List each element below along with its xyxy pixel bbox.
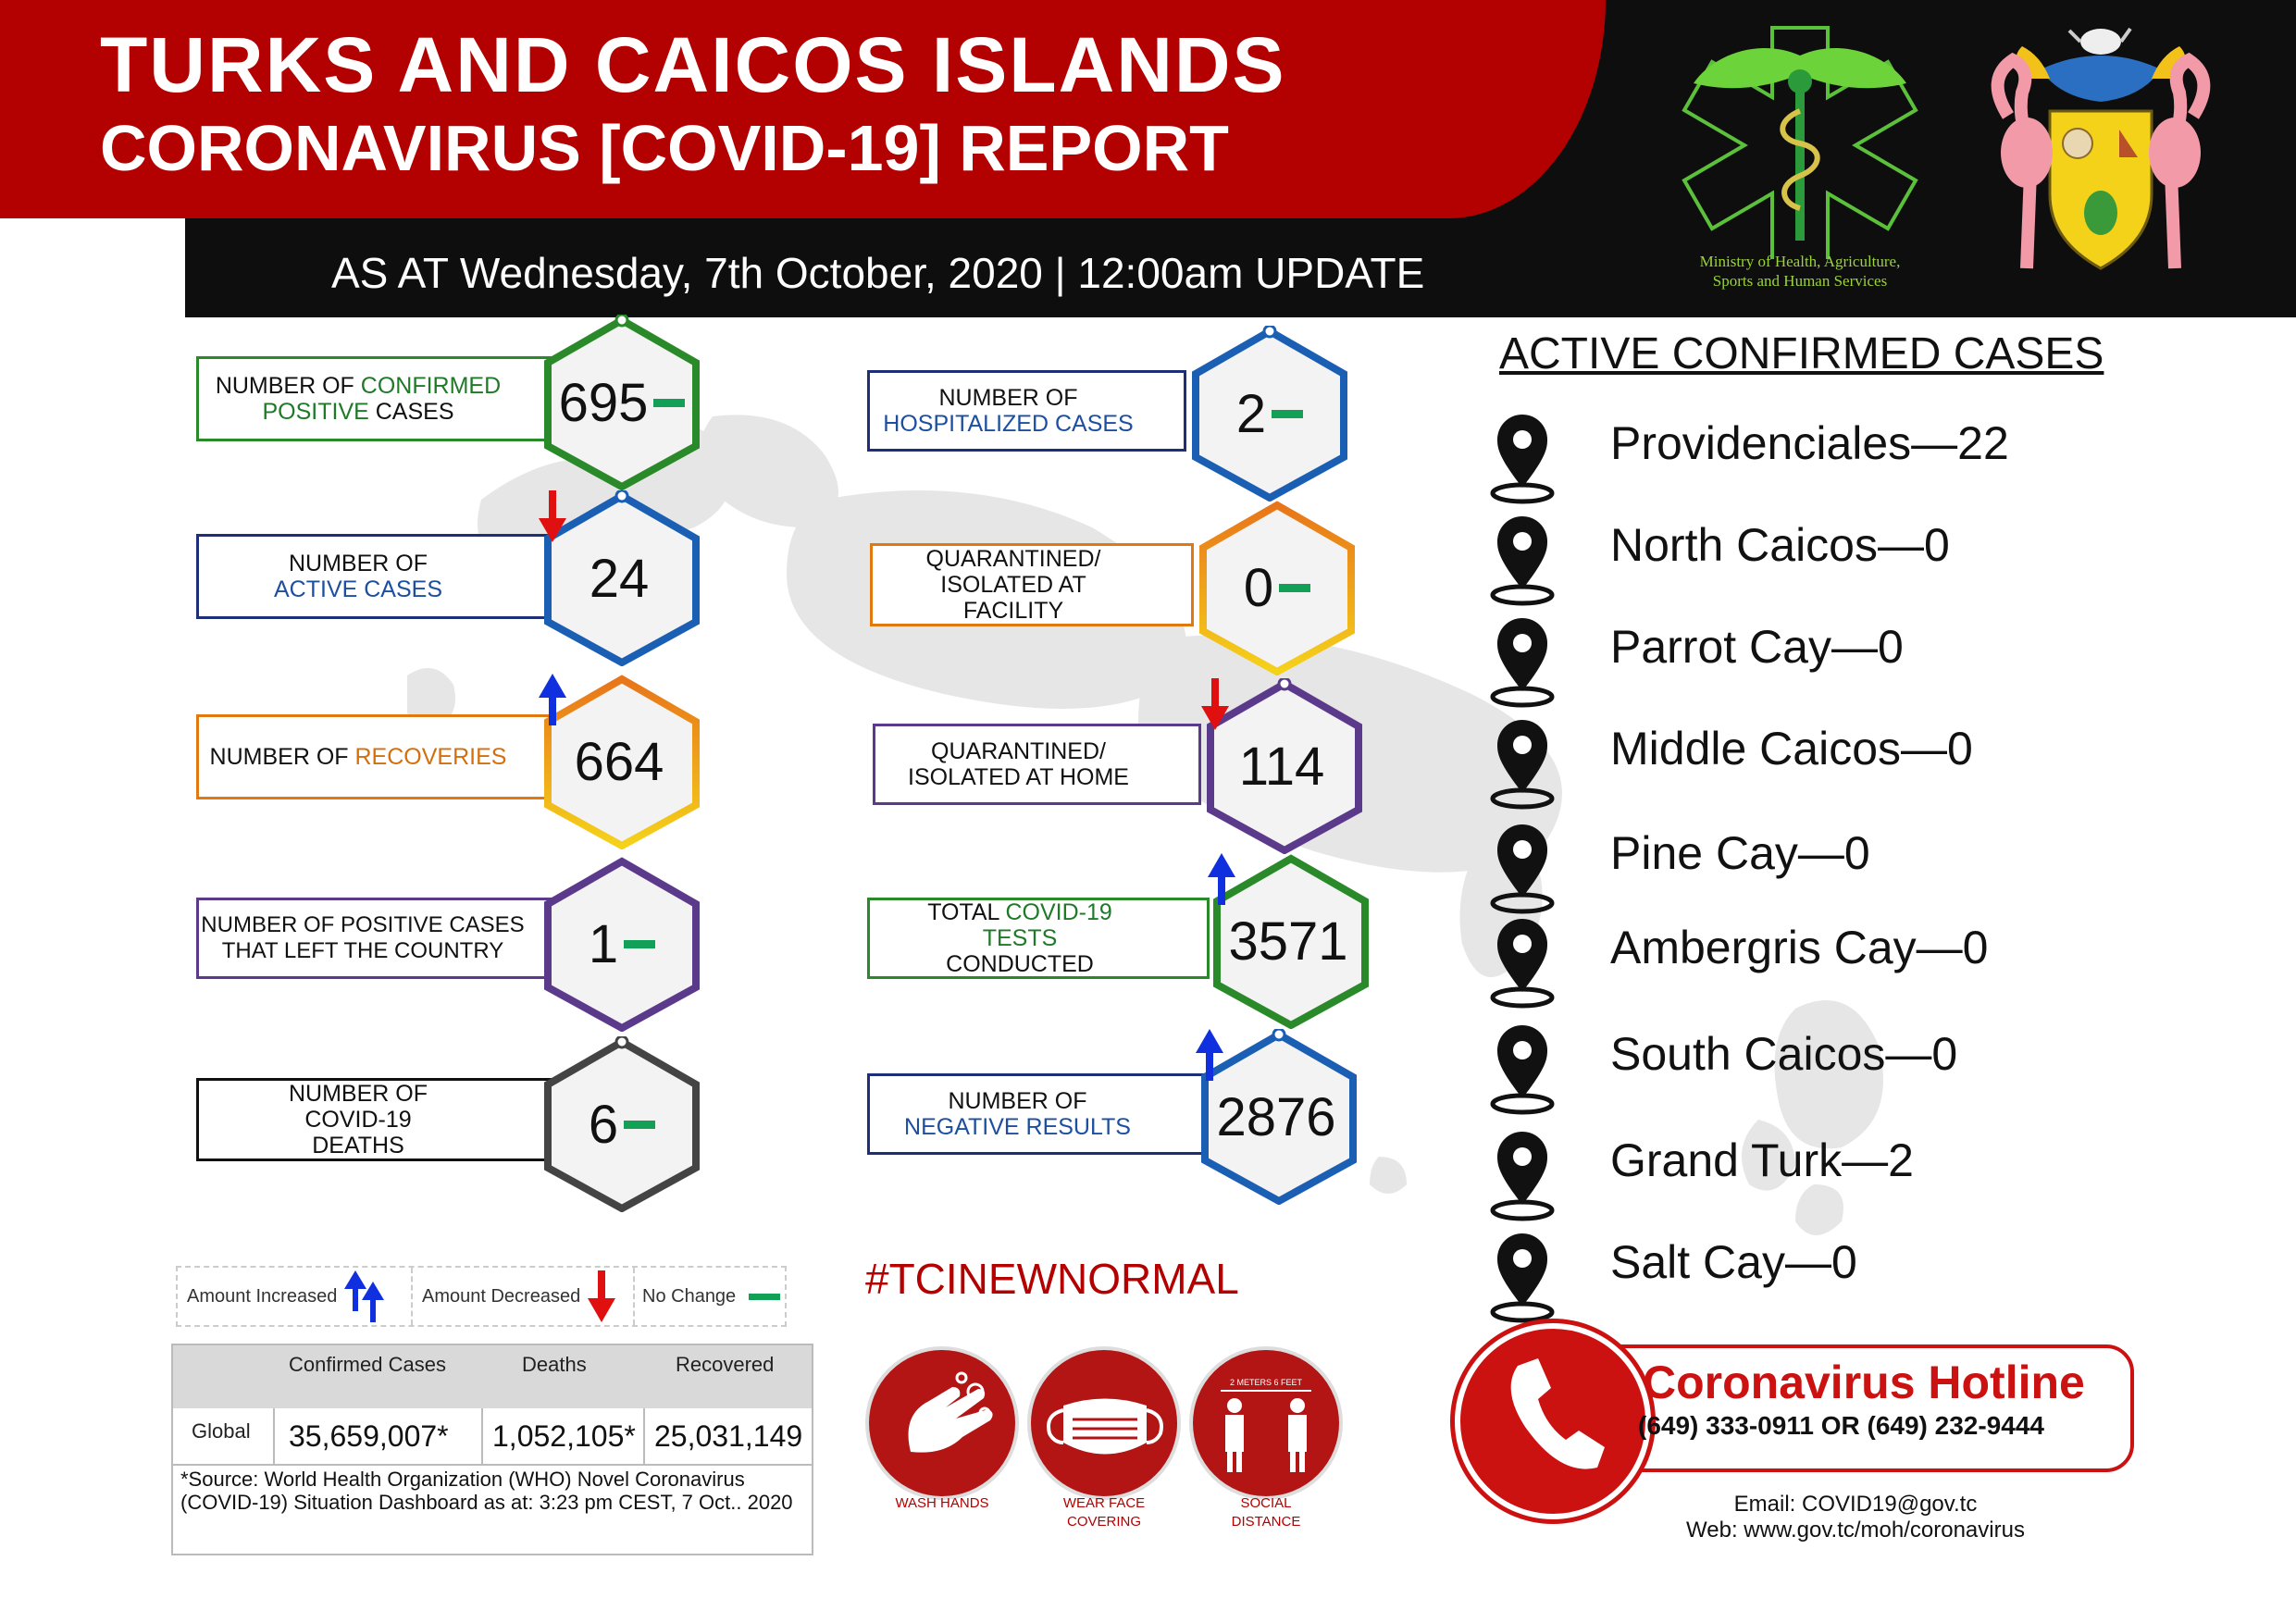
home-isolation-label [873, 724, 1201, 805]
home-isolation-hexagon [1201, 678, 1368, 854]
source-note: *Source: World Health Organization (WHO) Novel Coronavirus (COVID-19) Situation Dashboard as at: 3:23 pm CEST, 7 Oct.. 2020 [180, 1468, 793, 1514]
hashtag: #TCINEWNORMAL [865, 1255, 1239, 1303]
arrow-down-icon [588, 1270, 615, 1322]
divider [481, 1408, 483, 1464]
legend-decreased-label: Amount Decreased [422, 1285, 581, 1307]
ministry-name [1638, 252, 1962, 291]
negative-results-hexagon [1196, 1029, 1362, 1205]
home-isolation-value: 114 [1238, 736, 1325, 797]
label-text: CONDUCTED [946, 951, 1094, 977]
active-case-location: Pine Cay—0 [1610, 827, 1870, 879]
legend-increased [187, 1268, 409, 1325]
active-case-location: Ambergris Cay—0 [1610, 922, 1989, 973]
label-text: CASES [368, 399, 454, 425]
wash-hands-label: WASH HANDS [895, 1495, 989, 1511]
label-highlight: NEGATIVE RESULTS [904, 1114, 1131, 1140]
ministry-name-line2: Sports and Human Services [1712, 272, 1888, 290]
deaths-label [196, 1078, 557, 1161]
phone-icon [1455, 1323, 1651, 1519]
deaths-value: 6 [588, 1094, 619, 1155]
active-cases-value: 24 [589, 548, 650, 609]
active-case-location: Providenciales—22 [1610, 417, 2009, 469]
column-header: Recovered [676, 1353, 775, 1376]
page-subtitle: CORONAVIRUS [COVID-19] REPORT [100, 112, 1229, 184]
label-text: QUARANTINED/ ISOLATED AT FACILITY [925, 546, 1101, 624]
label-text: NUMBER OF COVID-19 DEATHS [289, 1081, 428, 1158]
left-country-hexagon [539, 856, 705, 1032]
legend-increased-label: Amount Increased [187, 1285, 338, 1307]
update-timestamp: AS AT Wednesday, 7th October, 2020 | 12:00am UPDATE [331, 249, 1425, 297]
label-line: COVERING [1066, 1514, 1141, 1530]
tests-value: 3571 [1228, 911, 1348, 972]
active-cases-label [196, 534, 557, 619]
social-distance-icon [1189, 1346, 1343, 1500]
active-case-location: Salt Cay—0 [1610, 1236, 1857, 1288]
label-text: NUMBER OF [938, 385, 1078, 411]
web-link[interactable]: Web: www.gov.tc/moh/coronavirus [1686, 1518, 2025, 1542]
label-text: QUARANTINED/ ISOLATED AT HOME [908, 738, 1129, 790]
global-confirmed-value: 35,659,007* [289, 1419, 449, 1453]
hotline-phone-numbers: (649) 333-0911 OR (649) 232-9444 [1638, 1411, 2044, 1440]
deaths-hexagon [539, 1036, 705, 1212]
double-arrow-up-icon [342, 1269, 389, 1324]
ministry-name-line1: Ministry of Health, Agriculture, [1699, 253, 1901, 270]
label-highlight: CONFIRMED POSITIVE [262, 373, 502, 425]
left-country-value: 1 [588, 913, 619, 974]
active-cases-hexagon [539, 490, 705, 666]
negative-results-label [867, 1073, 1205, 1155]
no-change-icon [624, 940, 655, 948]
column-header: Confirmed Cases [289, 1353, 446, 1376]
tests-label [867, 898, 1210, 979]
label-text: TOTAL [927, 899, 1006, 925]
row-label: Global [192, 1419, 251, 1443]
facility-value: 0 [1243, 557, 1274, 618]
location-pin-icon [1490, 615, 1555, 708]
arrow-up-icon [539, 674, 566, 725]
left-country-label [196, 898, 557, 979]
hospitalized-value: 2 [1235, 383, 1267, 444]
recoveries-value: 664 [574, 731, 664, 792]
active-case-location: Grand Turk—2 [1610, 1134, 1914, 1186]
no-change-icon [1279, 584, 1310, 592]
coat-of-arms [1971, 14, 2230, 291]
active-case-location: South Caicos—0 [1610, 1028, 1958, 1080]
recoveries-label [196, 714, 557, 799]
no-change-icon [624, 1121, 655, 1129]
label-text: NUMBER OF [209, 744, 355, 770]
label-line: DISTANCE [1231, 1514, 1301, 1530]
tests-hexagon [1208, 853, 1374, 1029]
location-pin-icon [1490, 1231, 1555, 1323]
legend-no-change [633, 1268, 794, 1325]
social-distance-label [1187, 1494, 1345, 1531]
active-case-location: North Caicos—0 [1610, 519, 1950, 571]
hotline-title: Coronavirus Hotline [1643, 1357, 2085, 1408]
no-change-icon [1272, 410, 1303, 418]
label-highlight: HOSPITALIZED CASES [883, 411, 1134, 437]
label-text: NUMBER OF [289, 551, 428, 576]
column-header: Deaths [522, 1353, 587, 1376]
label-text: NUMBER OF [948, 1088, 1087, 1114]
global-deaths-value: 1,052,105* [492, 1419, 636, 1453]
divider [273, 1408, 275, 1464]
arrow-down-icon [539, 490, 566, 542]
face-covering-label [1025, 1494, 1183, 1531]
facility-hexagon [1194, 500, 1360, 675]
recoveries-hexagon [539, 674, 705, 849]
negative-results-value: 2876 [1216, 1086, 1336, 1147]
active-cases-title: ACTIVE CONFIRMED CASES [1499, 329, 2104, 378]
arrow-up-icon [1208, 853, 1235, 905]
hospitalized-hexagon [1186, 326, 1353, 502]
label-text: NUMBER OF [215, 373, 361, 399]
distance-sign-text: 2 METERS 6 FEET [1229, 1378, 1303, 1387]
label-highlight: RECOVERIES [354, 744, 507, 770]
arrow-down-icon [1201, 678, 1229, 730]
global-stats-table [171, 1344, 813, 1555]
table-row [173, 1408, 812, 1466]
email-link[interactable]: Email: COVID19@gov.tc [1733, 1492, 1978, 1517]
contact-info [1610, 1492, 2101, 1543]
location-pin-icon [1490, 412, 1555, 504]
label-line: SOCIAL [1240, 1495, 1292, 1511]
legend-no-change-label: No Change [642, 1285, 737, 1307]
legend-decreased [411, 1268, 635, 1325]
location-pin-icon [1490, 822, 1555, 914]
confirmed-cases-label [196, 356, 557, 441]
location-pin-icon [1490, 717, 1555, 810]
label-text: NUMBER OF POSITIVE CASES THAT LEFT THE COUNTRY [201, 912, 525, 963]
divider [643, 1408, 645, 1464]
location-pin-icon [1490, 1022, 1555, 1115]
label-highlight: COVID-19 TESTS [982, 899, 1112, 951]
location-pin-icon [1490, 916, 1555, 1009]
label-line: WEAR FACE [1062, 1495, 1146, 1511]
no-change-icon [749, 1294, 780, 1300]
label-highlight: ACTIVE CASES [274, 576, 442, 602]
location-pin-icon [1490, 514, 1555, 606]
trend-legend [176, 1266, 787, 1327]
active-case-location: Parrot Cay—0 [1610, 621, 1904, 673]
facility-label [870, 543, 1194, 626]
hospitalized-label [867, 370, 1186, 452]
page-title: TURKS AND CAICOS ISLANDS [100, 21, 1286, 108]
no-change-icon [653, 399, 685, 407]
active-case-location: Middle Caicos—0 [1610, 723, 1973, 774]
confirmed-cases-value: 695 [558, 372, 649, 433]
location-pin-icon [1490, 1129, 1555, 1221]
arrow-up-icon [1196, 1029, 1223, 1081]
confirmed-cases-hexagon [539, 315, 705, 490]
global-recovered-value: 25,031,149 [654, 1419, 803, 1453]
wash-hands-icon [865, 1346, 1019, 1500]
face-mask-icon [1027, 1346, 1181, 1500]
